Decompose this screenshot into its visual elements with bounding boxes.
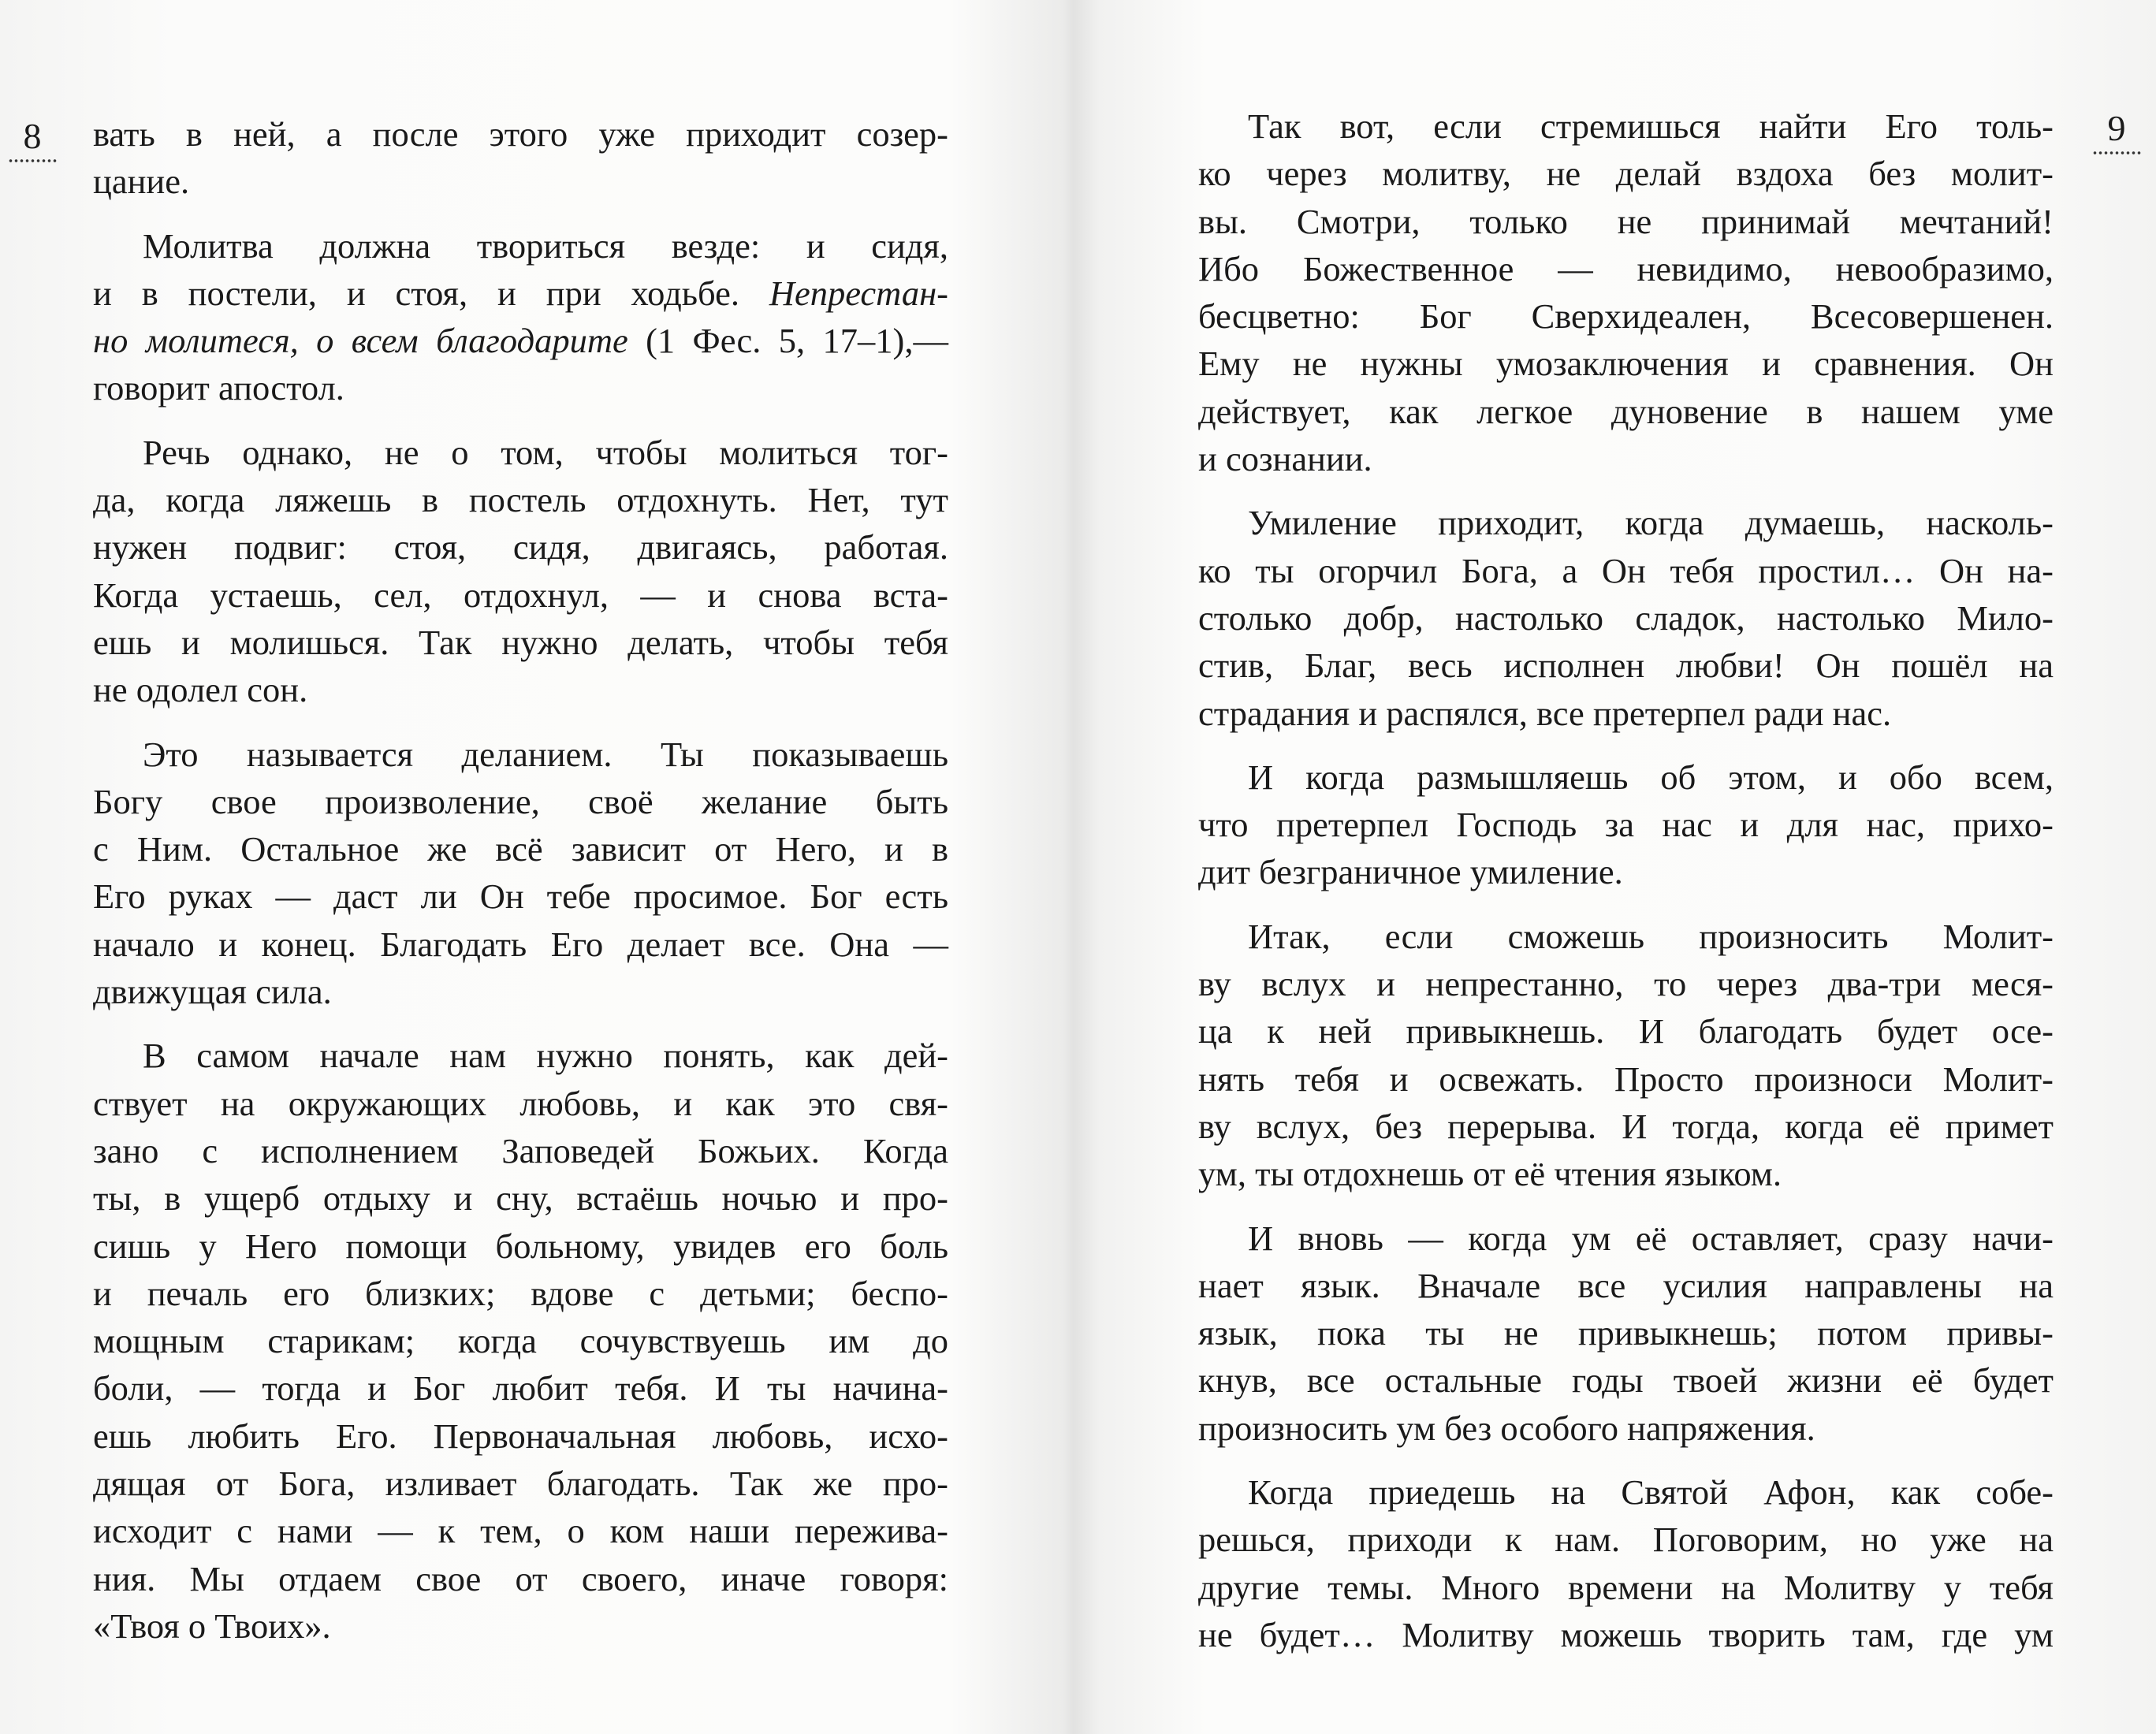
text-line: и сознании. bbox=[1198, 439, 1372, 479]
text-line: В самом начале нам нужно понять, как дей- bbox=[143, 1036, 948, 1076]
text-line: Ибо Божественное — невидимо, невообразимо, bbox=[1198, 248, 2054, 288]
text-line: что претерпел Господь за нас и для нас, прихо- bbox=[1198, 805, 2054, 845]
paragraph bbox=[1198, 754, 2054, 896]
text-line: ешь и молишься. Так нужно делать, чтобы тебя bbox=[93, 622, 948, 662]
text-line: Богу свое произволение, своё желание быть bbox=[93, 781, 948, 821]
paragraph bbox=[1198, 102, 2054, 482]
text-line: Так вот, если стремишься найти Его толь- bbox=[1248, 106, 2054, 146]
text-line: вы. Смотри, только не принимай мечтаний! bbox=[1198, 201, 2054, 241]
italic-quote: но молитеся, о всем благодарите bbox=[93, 321, 628, 361]
text-line: ния. Мы отдаем свое от своего, иначе говоря: bbox=[93, 1558, 948, 1598]
text-line: язык, пока ты не привыкнешь; потом привы- bbox=[1198, 1313, 2054, 1353]
text-segment: и в постели, и стоя, и при ходьбе. bbox=[93, 273, 769, 313]
paragraph bbox=[93, 110, 948, 206]
page-number-left bbox=[5, 118, 60, 164]
text-line bbox=[93, 270, 948, 317]
text-line: столько добр, настолько сладок, настолько Мило- bbox=[1198, 597, 2054, 638]
text-line: ешь любить Его. Первоначальная любовь, исхо- bbox=[93, 1416, 948, 1456]
page-number-ornament bbox=[2092, 150, 2141, 156]
text-line: ву вслух, без перерыва. И тогда, когда её примет bbox=[1198, 1106, 2054, 1146]
text-line: И когда размышляешь об этом, и обо всем, bbox=[1248, 757, 2054, 797]
text-line: произносить ум без особого напряжения. bbox=[1198, 1408, 1815, 1448]
page-number-right bbox=[2089, 110, 2144, 156]
paragraph bbox=[1198, 1215, 2054, 1452]
text-line: цание. bbox=[93, 162, 190, 202]
text-line: исходит с нами — к тем, о ком наши пережива- bbox=[93, 1511, 948, 1551]
text-line: Молитва должна твориться везде: и сидя, bbox=[143, 225, 948, 266]
text-line: бесцветно: Бог Сверхидеален, Всесовершенен. bbox=[1198, 296, 2054, 337]
text-segment: (1 Фес. 5, 17–1),— bbox=[627, 321, 948, 361]
text-line: ствует на окружающих любовь, и как это свя- bbox=[93, 1083, 948, 1123]
text-line: Речь однако, не о том, чтобы молиться тог- bbox=[143, 432, 948, 472]
text-line: кнув, все остальные годы твоей жизни её будет bbox=[1198, 1360, 2054, 1401]
text-line: дит безграничное умиление. bbox=[1198, 852, 1623, 892]
paragraph bbox=[1198, 1468, 2054, 1658]
text-line: ву вслух и непрестанно, то через два-три меся- bbox=[1198, 964, 2054, 1004]
text-line: действует, как легкое дуновение в нашем уме bbox=[1198, 391, 2054, 431]
page-number-ornament bbox=[8, 158, 57, 164]
text-line: не одолел сон. bbox=[93, 670, 308, 710]
paragraph bbox=[93, 222, 948, 412]
text-line: ты, в ущерб отдыху и сну, встаёшь ночью и про- bbox=[93, 1178, 948, 1219]
text-line: ум, ты отдохнешь от её чтения языком. bbox=[1198, 1154, 1782, 1194]
text-line: дящая от Бога, изливает благодать. Так же про- bbox=[93, 1464, 948, 1504]
text-line: Умиление приходит, когда думаешь, насколь- bbox=[1248, 503, 2054, 543]
paragraph bbox=[1198, 499, 2054, 736]
text-line: нает язык. Вначале все усилия направлены на bbox=[1198, 1265, 2054, 1305]
text-line: вать в ней, а после этого уже приходит созер- bbox=[93, 114, 948, 154]
page-number-text: 9 bbox=[2107, 108, 2126, 148]
paragraph bbox=[93, 429, 948, 714]
text-line: стив, Благ, весь исполнен любви! Он пошёл на bbox=[1198, 646, 2054, 686]
text-line: не будет… Молитву можешь творить там, где ум bbox=[1198, 1614, 2054, 1654]
right-page-text bbox=[1198, 102, 2054, 1675]
text-line: Итак, если сможешь произносить Молит- bbox=[1248, 916, 2054, 956]
text-line: зано с исполнением Заповедей Божьих. Когда bbox=[93, 1130, 948, 1170]
text-line: Когда устаешь, сел, отдохнул, — и снова вста- bbox=[93, 575, 948, 615]
text-line: Когда приедешь на Святой Афон, как собе- bbox=[1248, 1472, 2054, 1513]
text-line: нужен подвиг: стоя, сидя, двигаясь, работая. bbox=[93, 527, 948, 567]
text-line: нять тебя и освежать. Просто произноси Молит- bbox=[1198, 1059, 2054, 1099]
paragraph bbox=[93, 1032, 948, 1650]
text-line: сишь у Него помощи больному, увидев его боль bbox=[93, 1226, 948, 1266]
text-line: мощным старикам; когда сочувствуешь им до bbox=[93, 1321, 948, 1361]
text-line: ца к ней привыкнешь. И благодать будет осе- bbox=[1198, 1011, 2054, 1051]
text-line: «Твоя о Твоих». bbox=[93, 1606, 331, 1646]
text-line: начало и конец. Благодать Его делает все. Она — bbox=[93, 924, 948, 964]
text-line: решься, приходи к нам. Поговорим, но уже на bbox=[1198, 1520, 2054, 1560]
paragraph bbox=[93, 731, 948, 1016]
text-line: страдания и распялся, все претерпел ради нас. bbox=[1198, 693, 1892, 733]
text-line: с Ним. Остальное же всё зависит от Него, и в bbox=[93, 829, 948, 869]
italic-quote: Непрестан- bbox=[769, 273, 948, 313]
text-line: говорит апостол. bbox=[93, 368, 344, 408]
text-line: Ему не нужны умозаключения и сравнения. Он bbox=[1198, 344, 2054, 384]
text-line: Это называется деланием. Ты показываешь bbox=[143, 734, 948, 774]
text-line: другие темы. Много времени на Молитву у тебя bbox=[1198, 1567, 2054, 1607]
text-line: движущая сила. bbox=[93, 972, 332, 1012]
text-line: ко через молитву, не делай вздоха без молит- bbox=[1198, 154, 2054, 194]
text-line: И вновь — когда ум её оставляет, сразу начи- bbox=[1248, 1218, 2054, 1258]
paragraph bbox=[1198, 913, 2054, 1198]
text-line bbox=[93, 317, 948, 364]
text-line: да, когда ляжешь в постель отдохнуть. Нет, тут bbox=[93, 480, 948, 520]
page-number-text: 8 bbox=[23, 116, 42, 156]
text-line: боли, — тогда и Бог любит тебя. И ты начина- bbox=[93, 1368, 948, 1408]
text-line: и печаль его близких; вдове с детьми; беспо- bbox=[93, 1273, 948, 1313]
left-page-text bbox=[93, 110, 948, 1666]
text-line: Его руках — даст ли Он тебе просимое. Бог есть bbox=[93, 876, 948, 917]
text-line: ко ты огорчил Бога, а Он тебя простил… Он на- bbox=[1198, 550, 2054, 590]
